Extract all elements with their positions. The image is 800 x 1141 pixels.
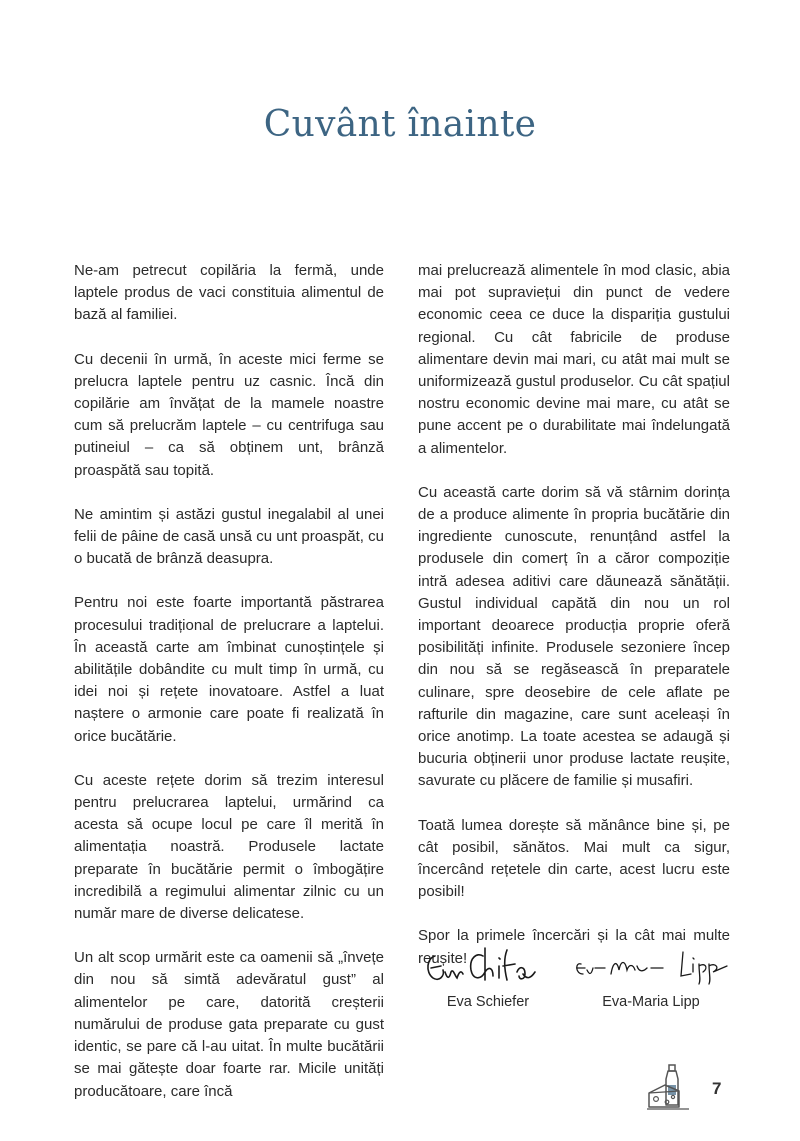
paragraph: mai prelucrează alimentele în mod clasic, abia mai pot supraviețui din punct de vedere economic ceea ce duce la dispariția gustului regional. Cu cât fabricile de produse alimentare devin mai mari, cu atât mai mult se uniformizează gustul produselor. Cu cât spațiul nostru economic devine mai mare, cu atât se pune accent pe o durabilitate mai îndelungată a alimentelor.	[418, 262, 730, 457]
handwritten-signature-icon	[423, 942, 553, 988]
right-column	[418, 260, 730, 992]
handwritten-signature-icon	[571, 942, 731, 988]
signature-name: Eva Schiefer	[446, 994, 530, 1010]
cheese-and-milk-bottle-icon	[645, 1063, 691, 1111]
signature-eva-schiefer	[418, 942, 558, 1010]
paragraph: Ne amintim și astăzi gustul inegalabil al unei felii de pâine de casă unsă cu unt proaspăt, cu o bucată de brânză deasupra.	[74, 505, 384, 568]
paragraph: Pentru noi este foarte importantă păstrarea procesului tradițional de prelucrare a laptelui. În această carte am îmbinat cunoștințele și abilitățile dobândite cu mult timp în urmă, cu idei noi și rețete inovatoare. Astfel a luat naștere o armonie care poate fi realizată în orice bucătărie.	[74, 594, 384, 745]
signatures	[418, 942, 730, 1017]
paragraph: Spor la primele încercări și la cât mai multe reușite!	[418, 927, 730, 967]
signature-eva-maria-lipp	[566, 942, 736, 1010]
signature-name: Eva-Maria Lipp	[602, 994, 700, 1010]
page-title: Cuvânt înainte	[263, 104, 537, 145]
page-number: 7	[712, 1079, 722, 1098]
paragraph: Toată lumea dorește să mănânce bine și, pe cât posibil, sănătos. Mai mult ca sigur, încercând rețetele din carte, acest lucru este posibil!	[418, 816, 730, 901]
paragraph: Ne-am petrecut copilăria la fermă, unde laptele produs de vaci constituia alimentul de bază al familiei.	[74, 262, 384, 324]
left-column	[74, 260, 384, 1125]
paragraph: Cu această carte dorim să vă stârnim dorința de a produce alimente în propria bucătărie din ingrediente cunoscute, renunțând astfel la produsele din comerț în a căror compoziție intră adesea aditivi care dăunează sănătății. Gustul individual capătă din nou un rol important deoarece producția proprie oferă posibilități infinite. Produsele sezoniere încep din nou să se regăsească în preparatele culinare, spre deosebire de cele aflate pe rafturile din magazine, care sunt aceleași în orice anotimp. La toate acestea se adaugă și bucuria obținerii unor produse lactate reușite, savurate cu plăcere de familie și musafiri.	[418, 483, 730, 790]
paragraph: Un alt scop urmărit este ca oamenii să „învețe din nou să simtă adevăratul gust” al alimentelor pe care, datorită creșterii numărului de produse gata preparate cu gust identic, se pare că l-au uitat. În multe bucătării se mai gătește doar foarte rar. Micile unități producătoare, care încă	[74, 949, 384, 1100]
paragraph: Cu decenii în urmă, în aceste mici ferme se prelucra laptele pentru uz casnic. Încă din copilărie am învățat de la mamele noastre cum să prelucrăm laptele – cu centrifuga sau putineiul – ca să obținem unt, brânză proaspătă sau topită.	[74, 350, 384, 479]
paragraph: Cu aceste rețete dorim să trezim interesul pentru prelucrarea laptelui, urmărind ca acesta să ocupe locul pe care îl merită în alimentația noastră. Produsele lactate preparate în bucătărie permit o îmbogățire incredibilă a regimului alimentar zilnic cu un număr mare de diverse delicatese.	[74, 771, 384, 923]
